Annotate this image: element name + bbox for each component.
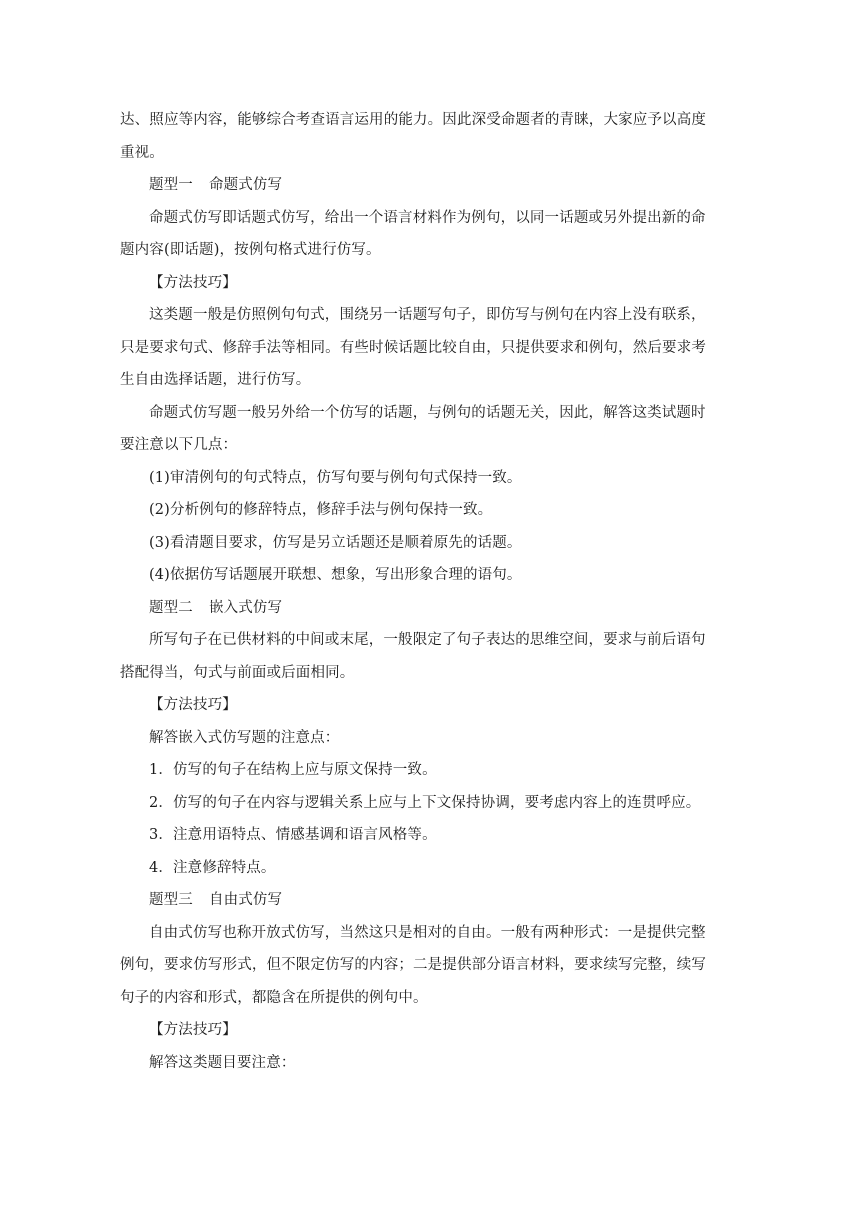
- paragraph-line: 例句，要求仿写形式，但不限定仿写的内容；二是提供部分语言材料，要求续写完整，续写: [120, 957, 706, 973]
- section-name: 嵌入式仿写: [208, 599, 283, 616]
- section-label: 题型一: [149, 177, 193, 193]
- paragraph-line: 重视。: [120, 144, 164, 161]
- method-title: 【方法技巧】: [149, 1022, 237, 1038]
- section-label: 题型三: [149, 892, 193, 908]
- paragraph-line: 命题式仿写即话题式仿写，给出一个语言材料作为例句，以同一话题或另外提出新的命: [149, 209, 706, 226]
- paragraph-line: 所写句子在已供材料的中间或末尾，一般限定了句子表达的思维空间，要求与前后语句: [149, 632, 706, 648]
- section-heading-type3: [120, 884, 748, 917]
- paragraph-line: 要注意以下几点：: [120, 437, 238, 453]
- paragraph-line: 解答嵌入式仿写题的注意点：: [149, 729, 340, 746]
- list-item: (1)审清例句的句式特点，仿写句要与例句句式保持一致。: [149, 469, 522, 486]
- paragraph-line: 命题式仿写题一般另外给一个仿写的话题，与例句的话题无关，因此，解答这类试题时: [149, 404, 706, 421]
- paragraph-line: 题内容(即话题)，按例句格式进行仿写。: [120, 242, 381, 258]
- list-item: (4)依据仿写话题展开联想、想象，写出形象合理的语句。: [149, 567, 522, 583]
- paragraph-line: 句子的内容和形式，都隐含在所提供的例句中。: [120, 989, 428, 1006]
- paragraph-line: 解答这类题目要注意：: [149, 1054, 296, 1071]
- list-item: (3)看清题目要求，仿写是另立话题还是顺着原先的话题。: [149, 534, 522, 551]
- document-body: [120, 104, 748, 1079]
- section-name: 自由式仿写: [208, 892, 283, 908]
- list-item: (2)分析例句的修辞特点，修辞手法与例句保持一致。: [149, 502, 493, 518]
- paragraph-line: 生自由选择话题，进行仿写。: [120, 372, 311, 388]
- section-name: 命题式仿写: [208, 177, 283, 193]
- method-title: 【方法技巧】: [149, 697, 237, 713]
- section-heading-type1: [120, 169, 748, 202]
- list-item: 4．注意修辞特点。: [149, 859, 276, 876]
- list-item: 1．仿写的句子在结构上应与原文保持一致。: [149, 762, 437, 778]
- paragraph-line: 达、照应等内容，能够综合考查语言运用的能力。因此深受命题者的青睐，大家应予以高度: [120, 112, 706, 128]
- section-label: 题型二: [149, 599, 193, 616]
- method-title: 【方法技巧】: [149, 274, 237, 291]
- paragraph-line: 自由式仿写也称开放式仿写，当然这只是相对的自由。一般有两种形式：一是提供完整: [149, 924, 706, 941]
- paragraph-line: 搭配得当，句式与前面或后面相同。: [120, 664, 355, 681]
- paragraph-line: 只是要求句式、修辞手法等相同。有些时候话题比较自由，只提供要求和例句，然后要求考: [120, 339, 706, 356]
- list-item: 2．仿写的句子在内容与逻辑关系上应与上下文保持协调，要考虑内容上的连贯呼应。: [149, 794, 701, 811]
- paragraph-line: 这类题一般是仿照例句句式，围绕另一话题写句子，即仿写与例句在内容上没有联系，: [149, 307, 706, 323]
- section-heading-type2: [120, 592, 748, 625]
- list-item: 3．注意用语特点、情感基调和语言风格等。: [149, 827, 437, 843]
